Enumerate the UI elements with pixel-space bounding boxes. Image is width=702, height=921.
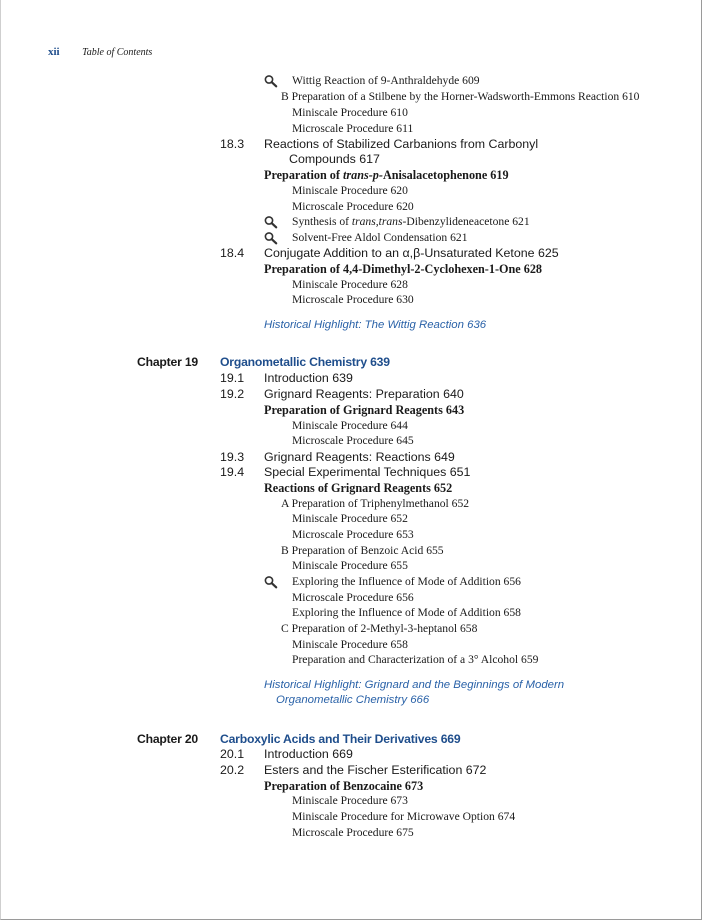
toc-section-continued: Compounds 617	[289, 152, 380, 166]
chapter-label: Chapter 19	[137, 355, 198, 369]
entry-italic: trans-p-	[342, 168, 383, 182]
section-number: 19.4	[220, 465, 245, 479]
toc-procedure: Miniscale Procedure 673	[292, 794, 408, 807]
toc-procedure: Miniscale Procedure 628	[292, 278, 408, 291]
toc-procedure: Microscale Procedure 611	[292, 122, 414, 135]
entry-text: Synthesis of	[292, 215, 352, 228]
toc-featured-entry	[292, 215, 530, 229]
toc-subentry: B Preparation of Benzoic Acid 655	[281, 544, 444, 557]
toc-procedure: Preparation and Characterization of a 3° Alcohol 659	[292, 653, 539, 666]
toc-experiment-heading: Preparation of 4,4-Dimethyl-2-Cyclohexen-1-One 628	[264, 262, 543, 276]
toc-procedure: Microscale Procedure 675	[292, 826, 414, 839]
toc-experiment-heading: Reactions of Grignard Reagents 652	[264, 481, 453, 495]
toc-procedure: Miniscale Procedure 652	[292, 512, 408, 525]
toc-experiment-heading	[264, 168, 509, 182]
entry-italic: trans,trans	[351, 215, 403, 228]
section-number: 18.3	[220, 137, 245, 151]
historical-highlight: Historical Highlight: The Wittig Reaction 636	[264, 319, 487, 331]
section-number: 18.4	[220, 246, 245, 260]
toc-featured-entry: Wittig Reaction of 9-Anthraldehyde 609	[292, 74, 480, 87]
chapter-title: Organometallic Chemistry 639	[220, 355, 390, 369]
toc-section: Reactions of Stabilized Carbanions from Carbonyl	[264, 137, 539, 151]
toc-procedure: Microscale Procedure 630	[292, 293, 414, 306]
historical-highlight-continued: Organometallic Chemistry 666	[276, 694, 430, 706]
section-number: 19.1	[220, 371, 245, 385]
magnifier-icon	[263, 575, 279, 589]
chapter-label: Chapter 20	[137, 732, 198, 746]
historical-highlight: Historical Highlight: Grignard and the Beginnings of Modern	[264, 679, 565, 691]
toc-subentry: B Preparation of a Stilbene by the Horner-Wadsworth-Emmons Reaction 610	[281, 90, 640, 103]
toc-section: Esters and the Fischer Esterification 672	[264, 763, 487, 777]
section-number: 20.1	[220, 747, 245, 761]
toc-procedure: Microscale Procedure 620	[292, 200, 414, 213]
chapter-title: Carboxylic Acids and Their Derivatives 669	[220, 732, 461, 746]
toc-subentry: A Preparation of Triphenylmethanol 652	[281, 497, 470, 510]
magnifier-icon	[263, 231, 279, 245]
toc-experiment-heading: Preparation of Benzocaine 673	[264, 779, 424, 793]
toc-section: Introduction 639	[264, 371, 353, 385]
page-header	[48, 46, 152, 58]
toc-procedure: Miniscale Procedure 610	[292, 106, 408, 119]
toc-procedure: Microscale Procedure 645	[292, 434, 414, 447]
toc-procedure: Miniscale Procedure 655	[292, 559, 408, 572]
toc-section: Grignard Reagents: Preparation 640	[264, 387, 464, 401]
entry-text: Preparation of	[264, 168, 343, 182]
toc-section: Special Experimental Techniques 651	[264, 465, 471, 479]
section-number: 19.2	[220, 387, 245, 401]
toc-featured-entry: Exploring the Influence of Mode of Addition 656	[292, 575, 521, 588]
toc-procedure: Exploring the Influence of Mode of Addition 658	[292, 606, 521, 619]
toc-procedure: Microscale Procedure 656	[292, 591, 414, 604]
running-title: Table of Contents	[82, 47, 153, 58]
toc-procedure: Miniscale Procedure 658	[292, 638, 408, 651]
toc-subentry: C Preparation of 2-Methyl-3-heptanol 658	[281, 622, 478, 635]
magnifier-icon	[263, 74, 279, 88]
toc-procedure: Miniscale Procedure for Microwave Option 674	[292, 810, 516, 823]
magnifier-icon	[263, 215, 279, 229]
toc-section: Grignard Reagents: Reactions 649	[264, 450, 455, 464]
entry-text: -Dibenzylideneacetone 621	[402, 215, 530, 228]
page-number: xii	[48, 46, 60, 58]
toc-procedure: Miniscale Procedure 644	[292, 419, 408, 432]
entry-text: Anisalacetophenone 619	[382, 168, 509, 182]
toc-featured-entry: Solvent-Free Aldol Condensation 621	[292, 231, 468, 244]
toc-procedure: Microscale Procedure 653	[292, 528, 414, 541]
toc-section: Conjugate Addition to an α,β-Unsaturated Ketone 625	[264, 246, 559, 260]
toc-experiment-heading: Preparation of Grignard Reagents 643	[264, 403, 465, 417]
toc-procedure: Miniscale Procedure 620	[292, 184, 408, 197]
toc-section: Introduction 669	[264, 747, 353, 761]
section-number: 19.3	[220, 450, 245, 464]
section-number: 20.2	[220, 763, 245, 777]
